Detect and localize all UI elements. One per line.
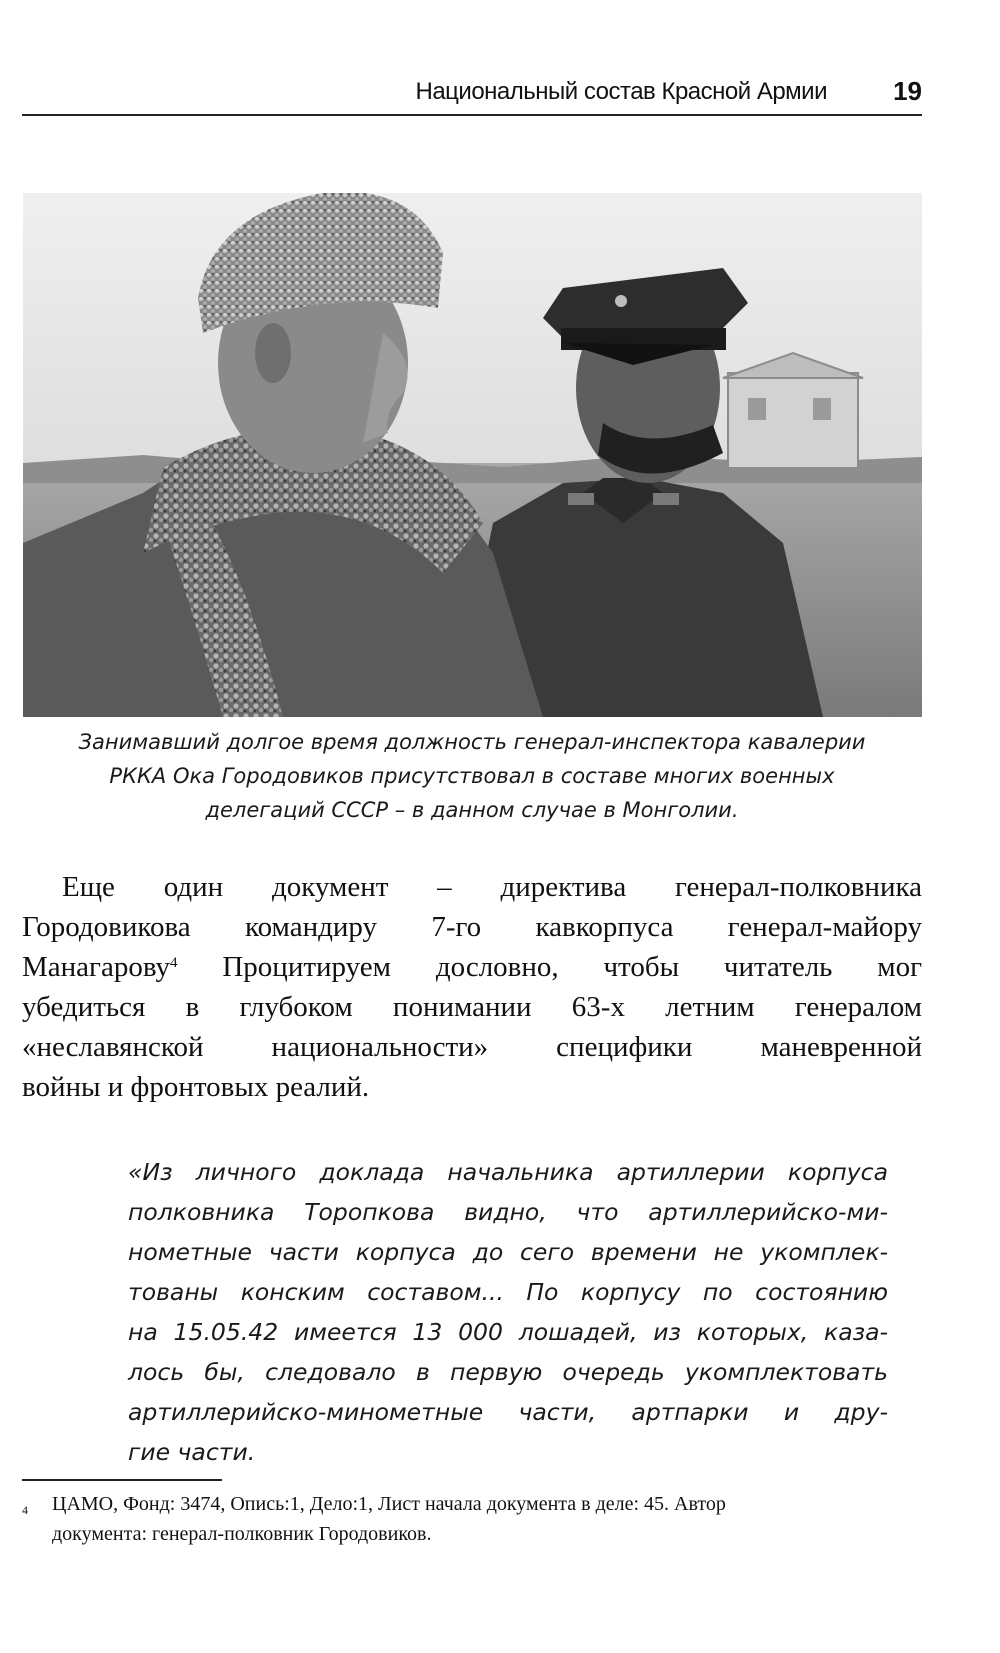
body-text-fragment: Процитируем дословно, чтобы читатель мог (177, 951, 922, 983)
quote-line: на 15.05.42 имеется 13 000 лошадей, из которых, каза- (128, 1318, 888, 1346)
page-number: 19 (893, 76, 922, 106)
body-line: Городовикова командиру 7-го кавкорпуса генерал-майору (22, 911, 922, 943)
quote-line: полковника Торопкова видно, что артиллерийско-ми- (128, 1198, 888, 1226)
quote-line: лось бы, следовало в первую очередь укомплектовать (128, 1358, 888, 1386)
photo-illustration (23, 193, 922, 717)
body-line: «неславянской национальности» специфики маневренной (22, 1031, 922, 1063)
caption-line: РККА Ока Городовиков присутствовал в составе многих военных (109, 764, 835, 788)
photo-generals-mongolia (23, 193, 922, 717)
caption-line: Занимавший долгое время должность генерал-инспектора кавалерии (78, 730, 866, 754)
body-line: убедиться в глубоком понимании 63-х летним генералом (22, 991, 922, 1023)
quote-line: гие части. (128, 1438, 256, 1466)
footnote-number: 4 (22, 1503, 28, 1517)
running-header (22, 70, 922, 116)
quote-line: тованы конским составом... По корпусу по состоянию (128, 1278, 888, 1306)
quote-line: артиллерийско-минометные части, артпарки и дру- (128, 1398, 888, 1426)
body-line (22, 947, 922, 987)
footnote-divider (22, 1479, 222, 1481)
body-line: Еще один документ – директива генерал-полковника (62, 871, 922, 903)
photo-caption (22, 725, 922, 827)
block-quote (128, 1152, 888, 1472)
footnote-line: документа: генерал-полковник Городовиков. (52, 1523, 432, 1545)
body-text-fragment: Манагарову (22, 951, 171, 983)
footnote-reference: 4 (170, 955, 178, 971)
footnote (22, 1489, 922, 1549)
body-line: войны и фронтовых реалий. (22, 1071, 370, 1103)
running-title: Национальный состав Красной Армии (415, 78, 827, 105)
quote-line: «Из личного доклада начальника артиллерии корпуса (128, 1158, 888, 1186)
footnote-line: ЦАМО, Фонд: 3474, Опись:1, Дело:1, Лист начала документа в деле: 45. Автор (52, 1493, 726, 1515)
quote-line: нометные части корпуса до сего времени не укомплек- (128, 1238, 888, 1266)
caption-line: делегаций СССР – в данном случае в Монголии. (205, 798, 739, 822)
body-paragraph (22, 867, 922, 1107)
